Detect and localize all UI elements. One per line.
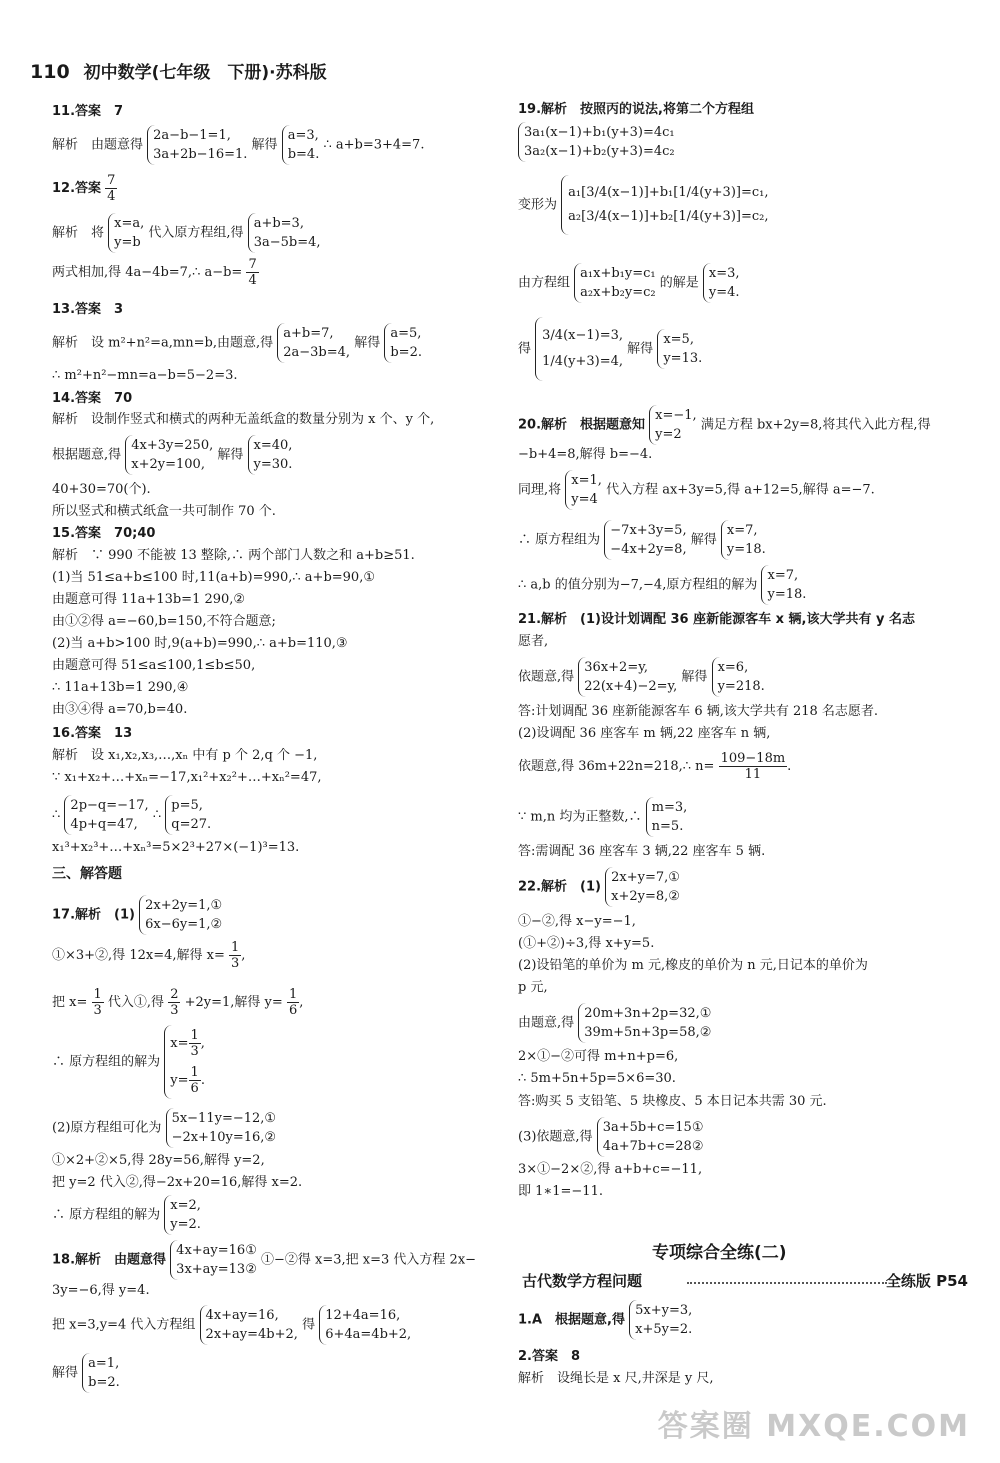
q19-known: 由方程组 a₁x+b₁y=c₁ a₂x+b₂y=c₂ 的解是 x=3, y=4.	[518, 263, 740, 303]
q17-part1: 17.解析 (1) 2x+2y=1,① 6x−6y=1,②	[52, 895, 222, 935]
q13-answer: 13.答案 3	[52, 302, 124, 317]
q19-transform: 变形为 a₁[3/4(x−1)]+b₁[1/4(y+3)]=c₁, a₂[3/4(x−1)]+b₂[1/4(y+3)]=c₂,	[518, 175, 768, 235]
q22-line12: 即 1∗1=−11.	[518, 1184, 603, 1199]
q21-line1: 21.解析 (1)设计划调配 36 座新能源客车 x 辆,该大学共有 y 名志	[518, 612, 916, 627]
q17-step3: ①×2+②×5,得 28y=56,解得 y=2,	[52, 1153, 265, 1168]
q22-line11: 3×①−2×②,得 a+b+c=−11,	[518, 1162, 703, 1177]
q21-line7: ∵ m,n 均为正整数,∴ m=3, n=5.	[518, 797, 687, 837]
q15-line8: 由③④得 a=70,b=40.	[52, 702, 188, 717]
q16-line2: ∵ x₁+x₂+…+xₙ=−17,x₁²+x₂²+…+xₙ²=47,	[52, 770, 322, 785]
q21-line3: 依题意,得 36x+2=y, 22(x+4)−2=y, 解得 x=6, y=218.	[518, 657, 765, 697]
q20-line1: 20.解析 根据题意知 x=−1, y=2 满足方程 bx+2y=8,将其代入此方程,得	[518, 405, 931, 445]
page-header	[30, 58, 327, 83]
book-title: 初中数学(七年级 下册)·苏科版	[83, 63, 327, 83]
q17-solution1: ∴ 原方程组的解为 x= $\frac{1}{3}$ , y= $\frac{1}{6}$ .	[52, 1025, 205, 1099]
s2-analysis: 解析 设绳长是 x 尺,井深是 y 尺,	[518, 1371, 714, 1386]
special-section-subtitle: 古代数学方程问题	[522, 1272, 643, 1290]
section-heading: 三、解答题	[52, 866, 122, 882]
special-section-ref: 全练版 P54	[885, 1272, 968, 1290]
q15-line1: 解析 ∵ 990 不能被 13 整除,∴ 两个部门人数之和 a+b≥51.	[52, 548, 415, 563]
q21-line8: 答:需调配 36 座客车 3 辆,22 座客车 5 辆.	[518, 844, 766, 859]
special-section-title: 专项综合全练(二)	[652, 1243, 787, 1263]
q20-line5: ∴ a,b 的值分别为−7,−4,原方程组的解为 x=7, y=18.	[518, 565, 806, 605]
q16-systems: ∴ 2p−q=−17, 4p+q=47, ∴ p=5, q=27.	[52, 795, 211, 835]
q15-line3: 由题意可得 11a+13b=1 290,②	[52, 592, 246, 607]
q14-answer: 14.答案 70	[52, 391, 133, 406]
q15-line6: 由题意可得 51≤a≤100,1≤b≤50,	[52, 658, 256, 673]
q22-line5: p 元,	[518, 980, 548, 995]
q22-line6: 由题意,得 20m+3n+2p=32,① 39m+5n+3p=58,②	[518, 1003, 711, 1043]
q14-analysis: 解析 设制作竖式和横式的两种无盖纸盒的数量分别为 x 个、y 个,	[52, 412, 435, 427]
q17-step1: ①×3+②,得 12x=4,解得 x= $\frac{1}{3}$ ,	[52, 940, 246, 971]
q17-step4: 把 y=2 代入②,得−2x+20=16,解得 x=2.	[52, 1175, 303, 1190]
q22-line3: (①+②)÷3,得 x+y=5.	[518, 936, 655, 951]
q12-conclusion: 两式相加,得 4a−4b=7,∴ a−b= $\frac{7}{4}$	[52, 257, 257, 288]
page-number: 110	[30, 61, 70, 83]
q11-analysis: 解析 由题意得 2a−b−1=1, 3a+2b−16=1. 解得 a=3, b=4. ∴ a+b=3+4=7.	[52, 125, 424, 165]
q22-line4: (2)设铅笔的单价为 m 元,橡皮的单价为 n 元,日记本的单价为	[518, 958, 868, 973]
q21-line6: 依题意,得 36m+22n=218,∴ n= $\frac{109-18m}{11}$ .	[518, 751, 792, 782]
q22-line1: 22.解析 (1) 2x+y=7,① x+2y=8,②	[518, 867, 680, 907]
q16-answer: 16.答案 13	[52, 726, 133, 741]
q17-solution2: ∴ 原方程组的解为 x=2, y=2.	[52, 1195, 201, 1235]
q22-line7: 2×①−②可得 m+n+p=6,	[518, 1049, 679, 1064]
q18-solution: 解得 a=1, b=2.	[52, 1353, 120, 1393]
q17-step2: 把 x= $\frac{1}{3}$ 代入①,得 $\frac{2}{3}$ +2y=1,解得 y= $\frac{1}{6}$ ,	[52, 987, 304, 1018]
q22-line8: ∴ 5m+5n+5p=5×6=30.	[518, 1071, 676, 1086]
q17-part2: (2)原方程组可化为 5x−11y=−12,① −2x+10y=16,②	[52, 1108, 276, 1148]
q16-conclusion: x₁³+x₂³+…+xₙ³=5×2³+27×(−1)³=13.	[52, 840, 300, 855]
q12-answer: 12.答案 $\frac{7}{4}$	[52, 173, 116, 204]
q15-line2: (1)当 51≤a+b≤100 时,11(a+b)=990,∴ a+b=90,①	[52, 570, 375, 585]
q15-answer: 15.答案 70;40	[52, 526, 156, 541]
watermark: 答案圈 MXQE.COM	[657, 1409, 970, 1444]
q12-analysis: 解析 将 x=a, y=b 代入原方程组,得 a+b=3, 3a−5b=4,	[52, 213, 321, 253]
s1-line: 1.A 根据题意,得 5x+y=3, x+5y=2.	[518, 1300, 692, 1340]
q19-system1: 3a₁(x−1)+b₁(y+3)=4c₁ 3a₂(x−1)+b₂(y+3)=4c₂	[518, 122, 675, 162]
q15-line5: (2)当 a+b>100 时,9(a+b)=990,∴ a+b=110,③	[52, 636, 348, 651]
q14-system: 根据题意,得 4x+3y=250, x+2y=100, 解得 x=40, y=30.	[52, 435, 292, 475]
s2-answer: 2.答案 8	[518, 1349, 581, 1364]
q15-line7: ∴ 11a+13b=1 290,④	[52, 680, 189, 695]
q19-line1: 19.解析 按照丙的说法,将第二个方程组	[518, 102, 754, 117]
q21-line5: (2)设调配 36 座客车 m 辆,22 座客车 n 辆,	[518, 726, 771, 741]
q16-line1: 解析 设 x₁,x₂,x₃,…,xₙ 中有 p 个 2,q 个 −1,	[52, 748, 318, 763]
q20-line4: ∴ 原方程组为 −7x+3y=5, −4x+2y=8, 解得 x=7, y=18.	[518, 520, 766, 560]
q14-sum: 40+30=70(个).	[52, 482, 151, 497]
q21-line2: 愿者,	[518, 634, 549, 649]
q18-line2: 3y=−6,得 y=4.	[52, 1283, 150, 1298]
leader-dots	[687, 1282, 887, 1284]
q11-answer: 11.答案 7	[52, 104, 124, 119]
q18-line3: 把 x=3,y=4 代入方程组 4x+ay=16, 2x+ay=4b+2, 得 12+4a=16, 6+4a=4b+2,	[52, 1305, 411, 1345]
q20-line2: −b+4=8,解得 b=−4.	[518, 447, 653, 462]
q22-line10: (3)依题意,得 3a+5b+c=15① 4a+7b+c=28②	[518, 1117, 703, 1157]
q15-line4: 由①②得 a=−60,b=150,不符合题意;	[52, 614, 276, 629]
q22-line9: 答:购买 5 支铅笔、5 块橡皮、5 本日记本共需 30 元.	[518, 1094, 827, 1109]
q22-line2: ①−②,得 x−y=−1,	[518, 914, 636, 929]
q21-line4: 答:计划调配 36 座新能源客车 6 辆,该大学共有 218 名志愿者.	[518, 704, 879, 719]
q13-analysis: 解析 设 m²+n²=a,mn=b,由题意,得 a+b=7, 2a−3b=4, 解得 a=5, b=2.	[52, 323, 422, 363]
q19-result: 得 3/4(x−1)=3, 1/4(y+3)=4, 解得 x=5, y=13.	[518, 317, 702, 381]
special-section-bar	[522, 1270, 968, 1291]
q18-line1: 18.解析 由题意得 4x+ay=16① 3x+ay=13② ①−②得 x=3,把 x=3 代入方程 2x−	[52, 1240, 476, 1280]
q13-conclusion: ∴ m²+n²−mn=a−b=5−2=3.	[52, 368, 238, 383]
q20-line3: 同理,将 x=1, y=4 代入方程 ax+3y=5,得 a+12=5,解得 a=−7.	[518, 470, 875, 510]
q14-conclusion: 所以竖式和横式纸盒一共可制作 70 个.	[52, 504, 276, 519]
